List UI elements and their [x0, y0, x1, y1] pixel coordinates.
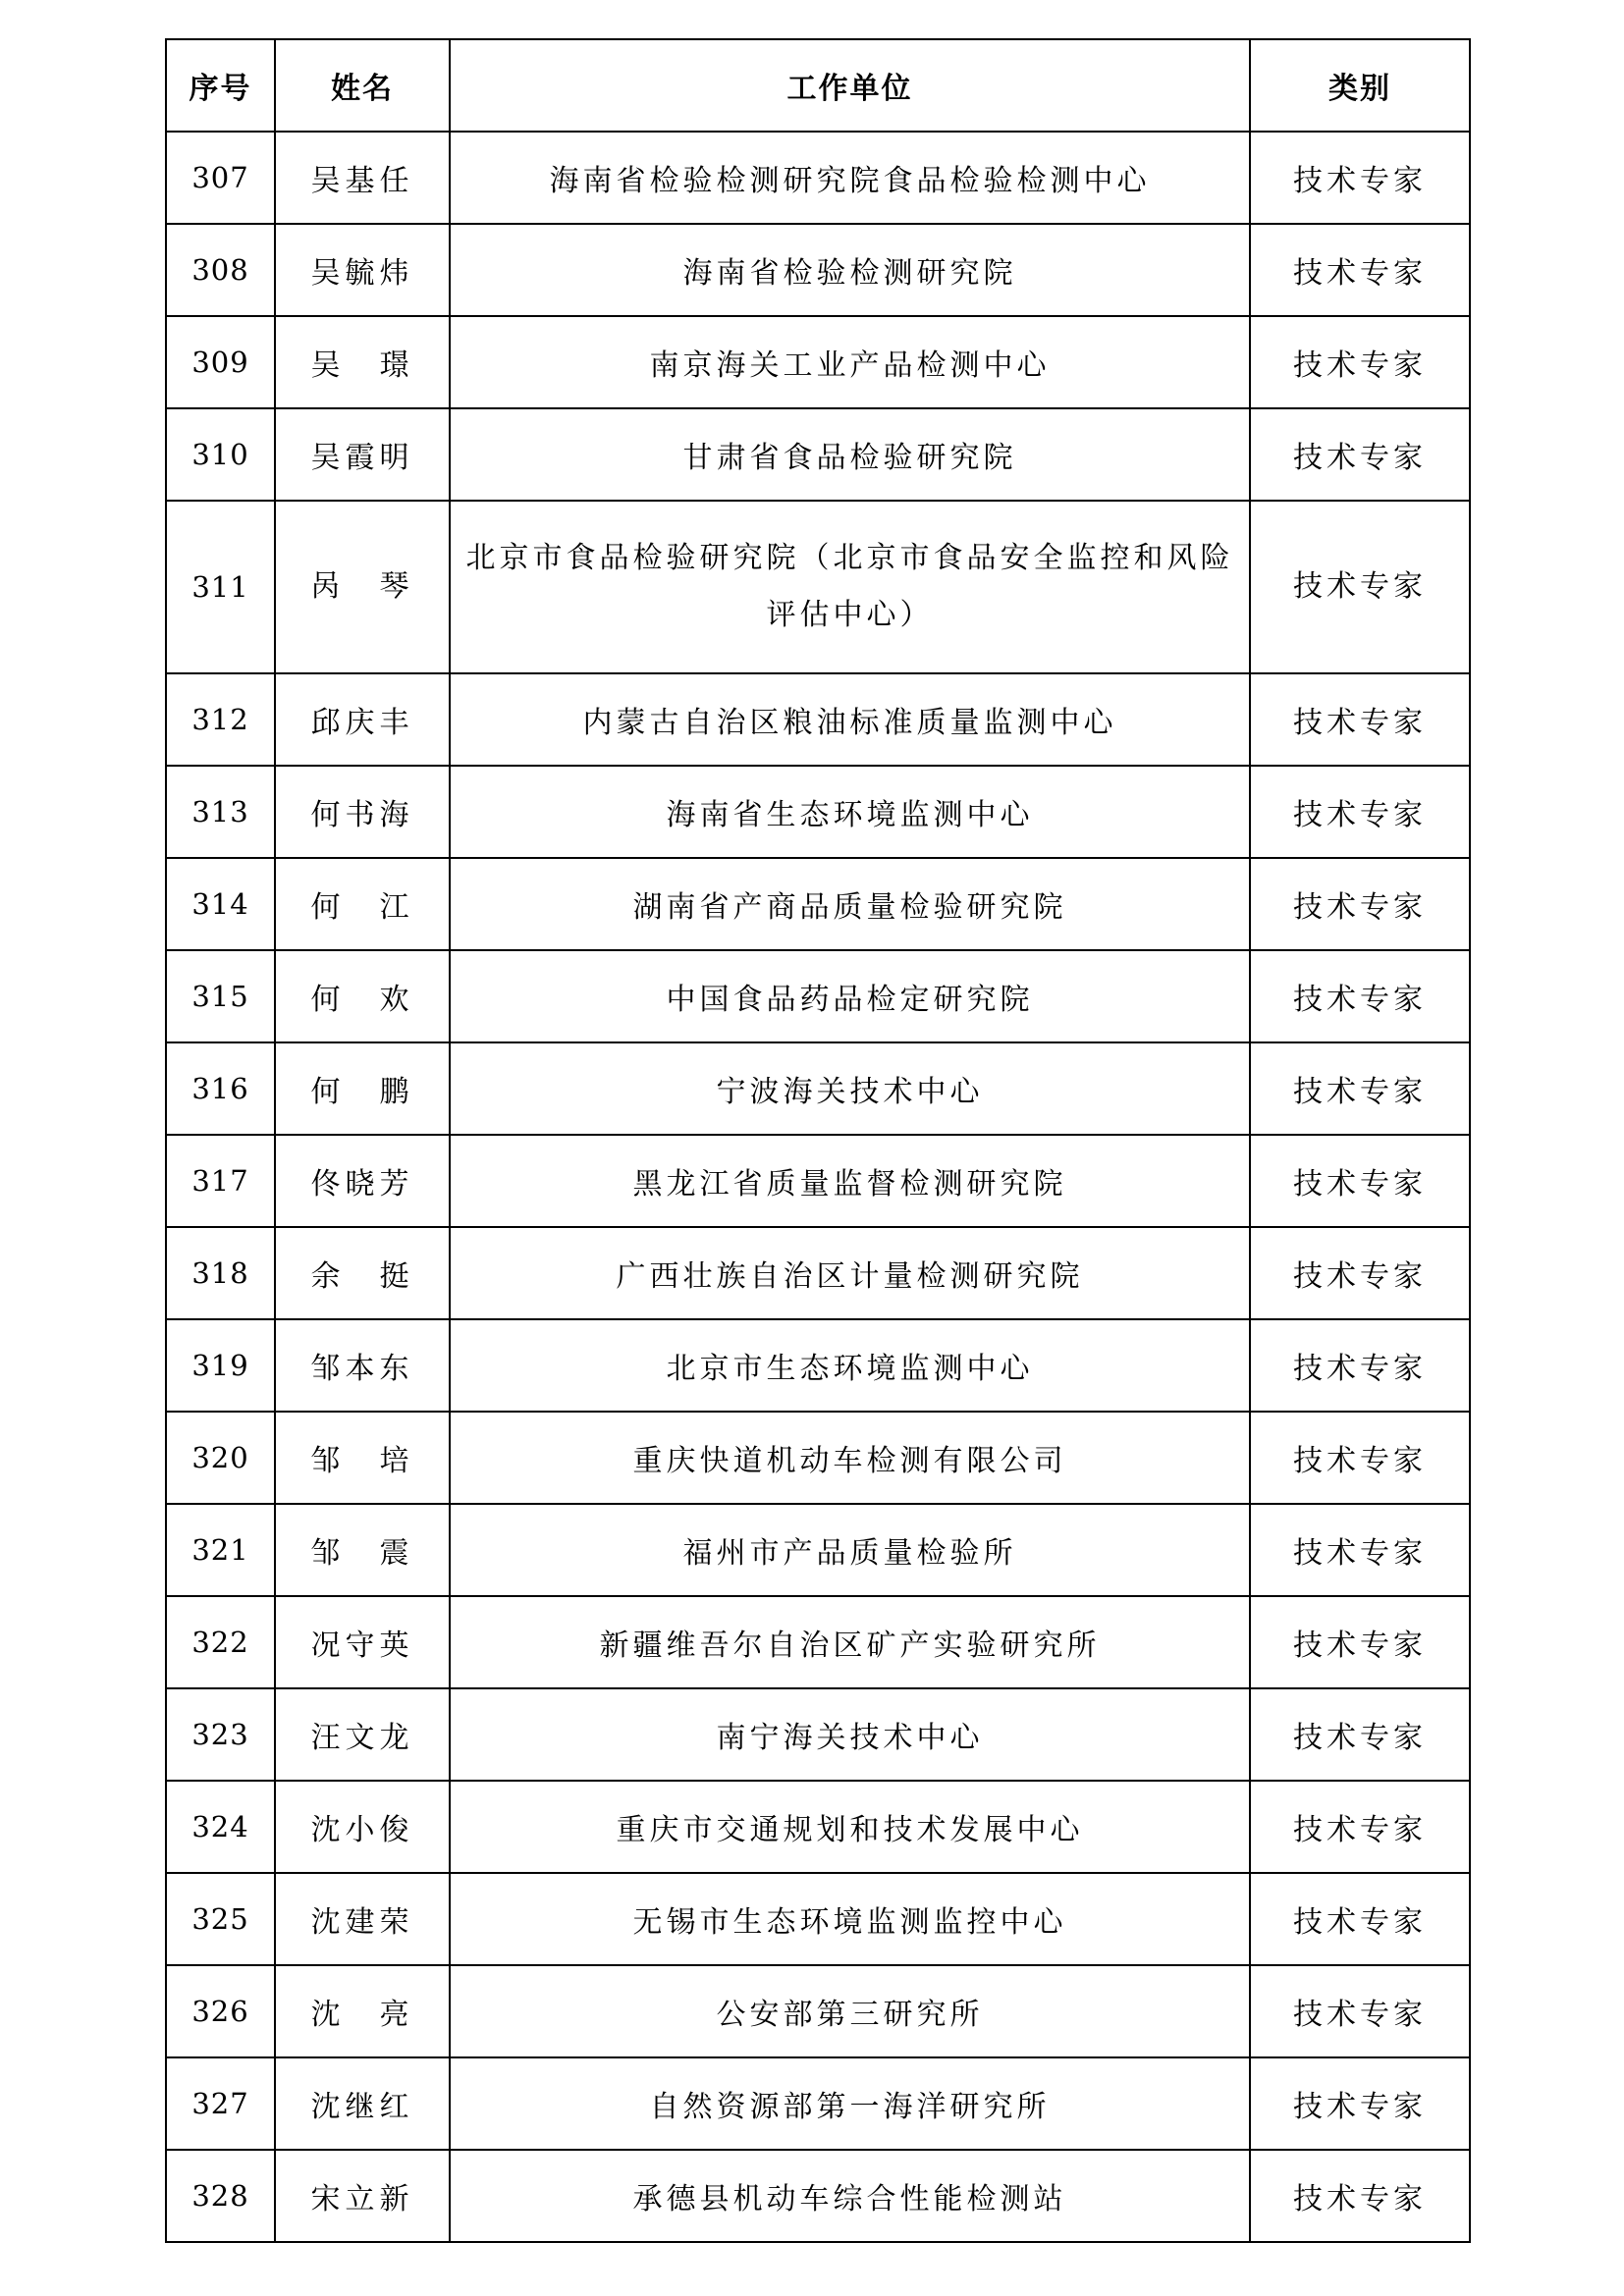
row-seq: 309 [166, 316, 275, 408]
row-name: 余 挺 [275, 1227, 450, 1319]
row-seq: 314 [166, 858, 275, 950]
row-name: 吴毓炜 [275, 224, 450, 316]
row-seq: 325 [166, 1873, 275, 1965]
row-seq: 318 [166, 1227, 275, 1319]
row-unit: 新疆维吾尔自治区矿产实验研究所 [450, 1596, 1250, 1688]
row-category: 技术专家 [1250, 1135, 1470, 1227]
row-name: 沈 亮 [275, 1965, 450, 2057]
table-row [166, 766, 1470, 858]
table-row [166, 224, 1470, 316]
row-unit: 宁波海关技术中心 [450, 1042, 1250, 1135]
row-name: 况守英 [275, 1596, 450, 1688]
row-name: 邹本东 [275, 1319, 450, 1412]
row-unit: 广西壮族自治区计量检测研究院 [450, 1227, 1250, 1319]
row-unit: 公安部第三研究所 [450, 1965, 1250, 2057]
row-category: 技术专家 [1250, 2057, 1470, 2150]
row-seq: 321 [166, 1504, 275, 1596]
row-category: 技术专家 [1250, 501, 1470, 673]
row-name: 邱庆丰 [275, 673, 450, 766]
row-name: 吴 璟 [275, 316, 450, 408]
row-category: 技术专家 [1250, 1781, 1470, 1873]
header-category: 类别 [1250, 39, 1470, 132]
row-category: 技术专家 [1250, 1688, 1470, 1781]
row-name: 宋立新 [275, 2150, 450, 2242]
row-unit: 北京市食品检验研究院（北京市食品安全监控和风险评估中心） [450, 501, 1250, 673]
row-unit: 南京海关工业产品检测中心 [450, 316, 1250, 408]
row-unit: 甘肃省食品检验研究院 [450, 408, 1250, 501]
table-row [166, 1504, 1470, 1596]
table-row [166, 858, 1470, 950]
table-row [166, 1042, 1470, 1135]
row-seq: 320 [166, 1412, 275, 1504]
row-seq: 311 [166, 501, 275, 673]
row-seq: 317 [166, 1135, 275, 1227]
row-category: 技术专家 [1250, 1965, 1470, 2057]
row-category: 技术专家 [1250, 1504, 1470, 1596]
row-seq: 328 [166, 2150, 275, 2242]
row-unit: 无锡市生态环境监测监控中心 [450, 1873, 1250, 1965]
row-unit: 北京市生态环境监测中心 [450, 1319, 1250, 1412]
row-seq: 324 [166, 1781, 275, 1873]
row-unit: 南宁海关技术中心 [450, 1688, 1250, 1781]
row-category: 技术专家 [1250, 132, 1470, 224]
row-seq: 315 [166, 950, 275, 1042]
table-row [166, 501, 1470, 673]
row-category: 技术专家 [1250, 1873, 1470, 1965]
row-name: 呙 琴 [275, 501, 450, 673]
row-name: 何 鹏 [275, 1042, 450, 1135]
row-seq: 323 [166, 1688, 275, 1781]
row-name: 汪文龙 [275, 1688, 450, 1781]
row-unit: 内蒙古自治区粮油标准质量监测中心 [450, 673, 1250, 766]
table-header-row [166, 39, 1470, 132]
row-name: 何 欢 [275, 950, 450, 1042]
table-row [166, 132, 1470, 224]
row-name: 沈继红 [275, 2057, 450, 2150]
row-seq: 322 [166, 1596, 275, 1688]
row-seq: 310 [166, 408, 275, 501]
row-category: 技术专家 [1250, 766, 1470, 858]
row-name: 沈建荣 [275, 1873, 450, 1965]
row-seq: 316 [166, 1042, 275, 1135]
table-row [166, 1688, 1470, 1781]
row-name: 吴基任 [275, 132, 450, 224]
row-seq: 307 [166, 132, 275, 224]
row-name: 何 江 [275, 858, 450, 950]
row-name: 邹 培 [275, 1412, 450, 1504]
row-category: 技术专家 [1250, 858, 1470, 950]
row-unit: 重庆市交通规划和技术发展中心 [450, 1781, 1250, 1873]
row-seq: 308 [166, 224, 275, 316]
row-name: 邹 震 [275, 1504, 450, 1596]
row-category: 技术专家 [1250, 224, 1470, 316]
table-row [166, 408, 1470, 501]
header-name: 姓名 [275, 39, 450, 132]
row-seq: 313 [166, 766, 275, 858]
table-row [166, 316, 1470, 408]
row-unit: 福州市产品质量检验所 [450, 1504, 1250, 1596]
table-row [166, 1596, 1470, 1688]
table-row [166, 2057, 1470, 2150]
row-unit: 海南省检验检测研究院 [450, 224, 1250, 316]
row-category: 技术专家 [1250, 1042, 1470, 1135]
row-category: 技术专家 [1250, 950, 1470, 1042]
row-category: 技术专家 [1250, 1596, 1470, 1688]
row-category: 技术专家 [1250, 1319, 1470, 1412]
table-row [166, 1227, 1470, 1319]
table-row [166, 1965, 1470, 2057]
table-row [166, 1412, 1470, 1504]
table-row [166, 1319, 1470, 1412]
row-unit: 海南省检验检测研究院食品检验检测中心 [450, 132, 1250, 224]
row-category: 技术专家 [1250, 673, 1470, 766]
row-unit: 中国食品药品检定研究院 [450, 950, 1250, 1042]
row-seq: 326 [166, 1965, 275, 2057]
row-name: 佟晓芳 [275, 1135, 450, 1227]
row-category: 技术专家 [1250, 408, 1470, 501]
row-unit: 重庆快道机动车检测有限公司 [450, 1412, 1250, 1504]
table-row [166, 1873, 1470, 1965]
table-row [166, 673, 1470, 766]
header-unit: 工作单位 [450, 39, 1250, 132]
table-row [166, 950, 1470, 1042]
row-unit: 海南省生态环境监测中心 [450, 766, 1250, 858]
row-seq: 312 [166, 673, 275, 766]
row-unit: 黑龙江省质量监督检测研究院 [450, 1135, 1250, 1227]
expert-list-table [165, 38, 1471, 2243]
row-name: 沈小俊 [275, 1781, 450, 1873]
header-seq: 序号 [166, 39, 275, 132]
row-category: 技术专家 [1250, 1227, 1470, 1319]
row-name: 何书海 [275, 766, 450, 858]
row-category: 技术专家 [1250, 316, 1470, 408]
table-row [166, 2150, 1470, 2242]
row-unit: 自然资源部第一海洋研究所 [450, 2057, 1250, 2150]
row-seq: 319 [166, 1319, 275, 1412]
table-row [166, 1135, 1470, 1227]
row-seq: 327 [166, 2057, 275, 2150]
row-category: 技术专家 [1250, 1412, 1470, 1504]
row-name: 吴霞明 [275, 408, 450, 501]
table-row [166, 1781, 1470, 1873]
row-category: 技术专家 [1250, 2150, 1470, 2242]
row-unit: 湖南省产商品质量检验研究院 [450, 858, 1250, 950]
row-unit: 承德县机动车综合性能检测站 [450, 2150, 1250, 2242]
